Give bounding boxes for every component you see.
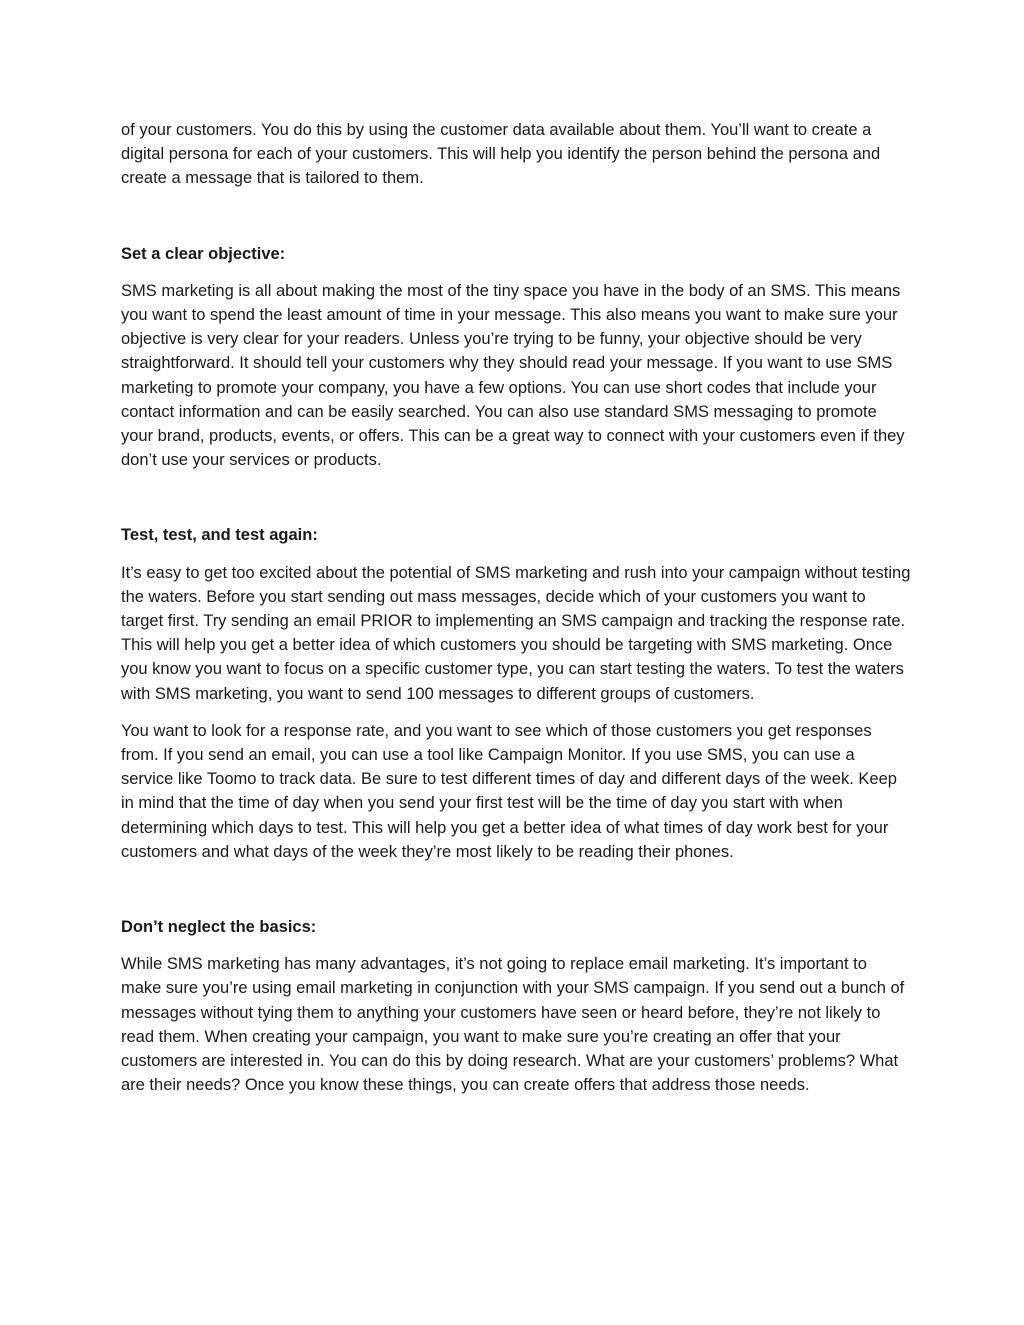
- intro-paragraph: of your customers. You do this by using the customer data available about them. You’ll want to create a digital persona for each of your customers. This will help you identify the person behind the persona and create a message that is tailored to them.: [121, 121, 881, 188]
- section-spacer: [121, 204, 911, 242]
- section-spacer: [121, 485, 911, 523]
- section-heading-basics: Don’t neglect the basics:: [121, 918, 317, 937]
- basics-paragraph: While SMS marketing has many advantages, it’s not going to replace email marketing. It’s important to make sure you’re using email marketing in conjunction with your SMS campaign. If you send out a bunch of messages without tying them to anything your customers have seen or heard before, they’re not likely to read them. When creating your campaign, you want to make sure you’re creating an offer that your customers are interested in. You can do this by doing research. What are your customers’ problems? What are their needs? Once you know these things, you can create offers that address those needs.: [121, 955, 905, 1095]
- section-heading-test: Test, test, and test again:: [121, 526, 318, 545]
- objective-paragraph: SMS marketing is all about making the most of the tiny space you have in the body of an SMS. This means you want to spend the least amount of time in your message. This also means you want to make sure your objective is very clear for your readers. Unless you’re trying to be funny, your objective should be very straightforward. It should tell your customers why they should read your message. If you want to use SMS marketing to promote your company, you have a few options. You can use short codes that include your contact information and can be easily searched. You can also use standard SMS messaging to promote your brand, products, events, or offers. This can be a great way to connect with your customers even if they don’t use your services or products.: [121, 281, 905, 470]
- section-spacer: [121, 877, 911, 915]
- section-heading-objective: Set a clear objective:: [121, 244, 286, 263]
- test-paragraph-1: It’s easy to get too excited about the potential of SMS marketing and rush into your campaign without testing the waters. Before you start sending out mass messages, decide which of your customers you want to target first. Try sending an email PRIOR to implementing an SMS campaign and tracking the response rate. This will help you get a better idea of which customers you should be targeting with SMS marketing. Once you know you want to focus on a specific customer type, you can start testing the waters. To test the waters with SMS marketing, you want to send 100 messages to different groups of customers.: [121, 563, 911, 703]
- document-page: [121, 118, 911, 1111]
- test-paragraph-2: You want to look for a response rate, and you want to see which of those customers you get responses from. If you send an email, you can use a tool like Campaign Monitor. If you use SMS, you can use a service like Toomo to track data. Be sure to test different times of day and different days of the week. Keep in mind that the time of day when you send your first test will be the time of day you start with when determining which days to test. This will help you get a better idea of what times of day work best for your customers and what days of the week they’re most likely to be reading their phones.: [121, 721, 897, 861]
